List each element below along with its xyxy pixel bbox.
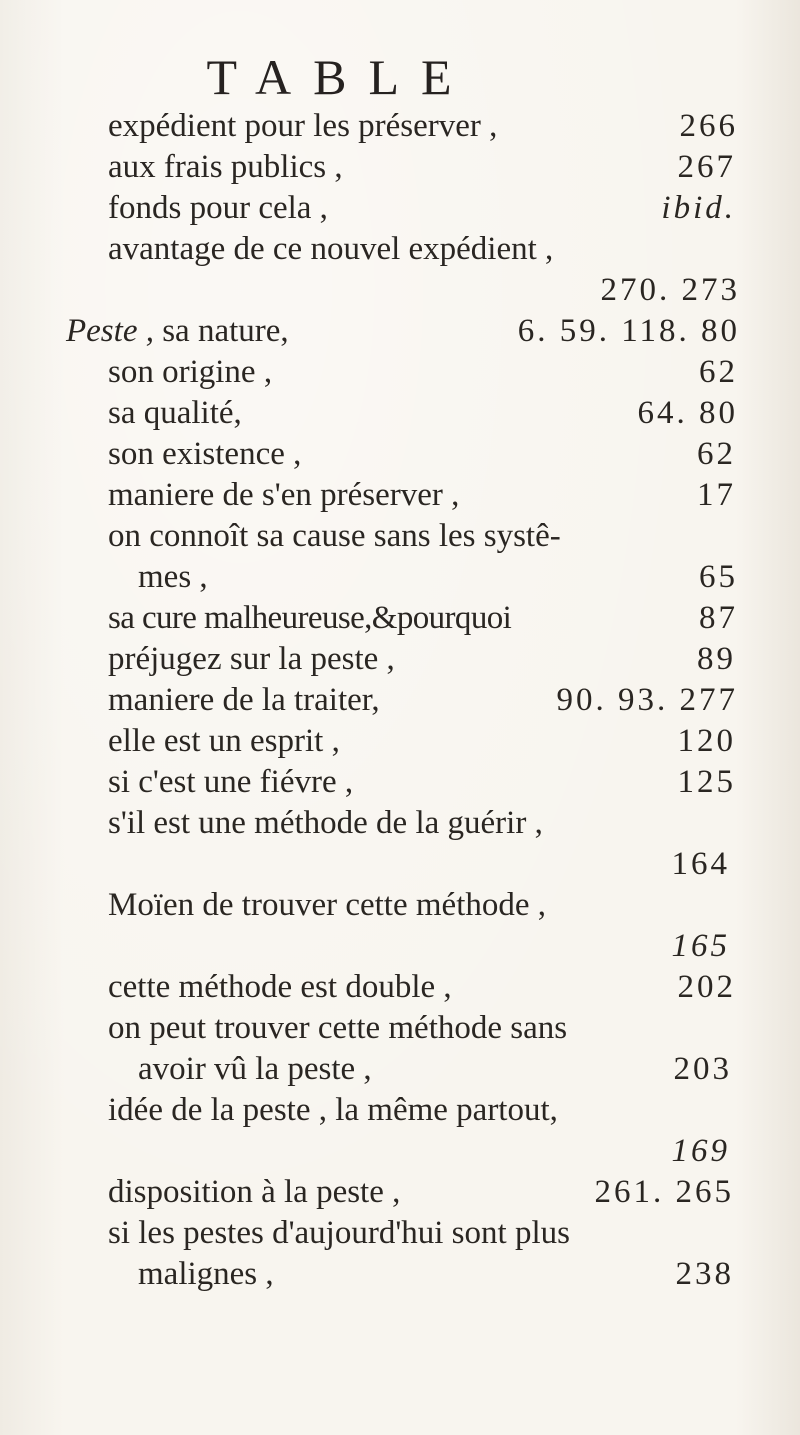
index-entry [0,803,800,843]
index-entry [0,229,800,269]
index-entry [0,352,800,392]
entry-text: si c'est une fiévre , [108,764,354,800]
index-entry [0,639,800,679]
entry-page: 266 [679,108,738,144]
entry-page: 238 [675,1256,734,1292]
index-entry [0,1090,800,1130]
page-title: TABLE [206,49,474,105]
index-entry [0,311,800,351]
entry-page: 90. 93. 277 [556,682,738,718]
entry-page: 169 [671,1133,730,1169]
entry-text: s'il est une méthode de la guérir , [108,805,543,841]
entry-text: on connoît sa cause sans les systê- [108,518,561,554]
index-entry [0,1131,800,1171]
entry-page: 120 [677,723,736,759]
entry-text: maniere de s'en préserver , [108,477,460,513]
index-entry [0,926,800,966]
index-entry [0,1213,800,1253]
entry-text: avantage de ce nouvel expédient , [108,231,554,267]
entry-page: 203 [673,1051,732,1087]
index-entry [0,434,800,474]
index-entry [0,106,800,146]
entry-page: 267 [677,149,736,185]
index-entry [0,1008,800,1048]
entry-text: fonds pour cela , [108,190,328,226]
index-entry [0,1254,800,1294]
index-entry [0,680,800,720]
entry-page: 6. 59. 118. 80 [517,313,740,349]
entry-page: 261. 265 [594,1174,734,1210]
entry-text: avoir vû la peste , [138,1051,372,1087]
entry-text: elle est un esprit , [108,723,340,759]
entry-page: 64. 80 [637,395,738,431]
index-entry [0,516,800,556]
entry-page: 87 [699,600,738,636]
entry-text: maniere de la traiter, [108,682,380,718]
entry-page: 165 [671,928,730,964]
index-entry [0,721,800,761]
index-entry [0,967,800,1007]
entry-text: on peut trouver cette méthode sans [108,1010,568,1046]
index-entry [0,885,800,925]
index-entry [0,475,800,515]
entry-headword: Peste , [66,313,154,349]
entry-page: 65 [699,559,738,595]
entry-text: disposition à la peste , [108,1174,401,1210]
entry-text: mes , [138,559,208,595]
entry-page: 62 [697,436,736,472]
index-entry [0,393,800,433]
entry-page: 89 [697,641,736,677]
entry-text: expédient pour les préserver , [108,108,498,144]
index-entry [0,598,800,638]
index-entry [0,557,800,597]
entry-text: son existence , [108,436,302,472]
index-entry [0,1172,800,1212]
entry-text: sa qualité, [108,395,242,431]
entry-text: si les pestes d'aujourd'hui sont plus [108,1215,570,1251]
entry-page: 17 [697,477,736,513]
entry-page: 62 [699,354,738,390]
entry-page: 125 [677,764,736,800]
entry-page: 164 [671,846,730,882]
entry-text: aux frais publics , [108,149,343,185]
entry-page: ibid. [661,190,736,226]
index-entry [0,188,800,228]
index-entry [0,762,800,802]
index-entry [0,147,800,187]
entry-text: préjugez sur la peste , [108,641,395,677]
index-entry [0,1049,800,1089]
entry-text: son origine , [108,354,273,390]
index-entry [0,270,800,310]
entry-page: 270. 273 [600,272,740,308]
entry-text: sa nature, [162,313,289,349]
index-entry [0,844,800,884]
entry-text: cette méthode est double , [108,969,452,1005]
entry-page: 202 [677,969,736,1005]
entry-text: sa cure malheureuse,&pourquoi [108,600,512,636]
entry-text: malignes , [138,1256,274,1292]
entry-text: Moïen de trouver cette méthode , [108,887,547,923]
entry-text: idée de la peste , la même partout, [108,1092,558,1128]
